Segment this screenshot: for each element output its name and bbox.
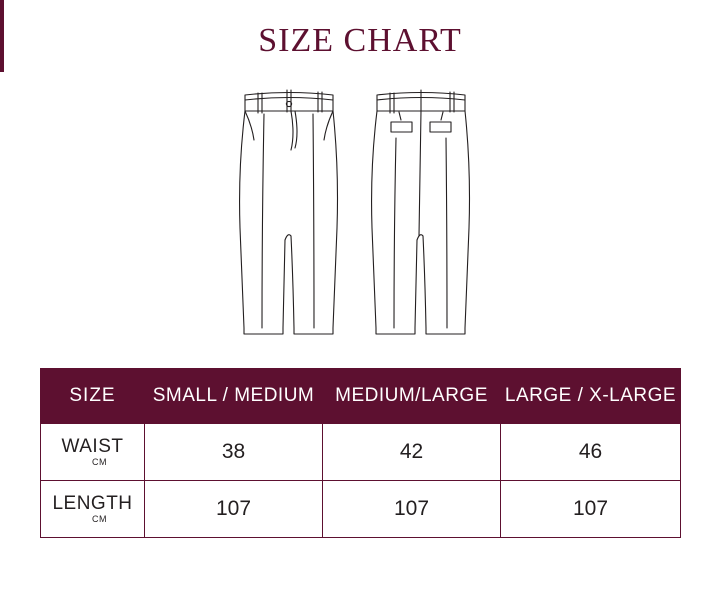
- header-cell-size: SIZE: [41, 369, 145, 424]
- row-label-waist: [41, 424, 145, 481]
- header-cell-small-medium: SMALL / MEDIUM: [145, 369, 323, 424]
- waist-medium-large-value: 42: [323, 424, 501, 481]
- trousers-front-view: [240, 90, 338, 334]
- size-table-container: [40, 368, 680, 538]
- row-label-length: [41, 481, 145, 538]
- header-cell-large-xlarge: LARGE / X-LARGE: [501, 369, 681, 424]
- row-label-length-unit: CM: [92, 514, 107, 525]
- row-label-length-text: LENGTH: [52, 492, 133, 514]
- size-table: [40, 368, 681, 538]
- length-large-xlarge-value: 107: [501, 481, 681, 538]
- length-small-medium-value: 107: [145, 481, 323, 538]
- waist-large-xlarge-value: 46: [501, 424, 681, 481]
- waist-small-medium-value: 38: [145, 424, 323, 481]
- table-header-row: [41, 369, 681, 424]
- table-row: [41, 481, 681, 538]
- trousers-back-view: [372, 90, 470, 334]
- header-cell-medium-large: MEDIUM/LARGE: [323, 369, 501, 424]
- length-medium-large-value: 107: [323, 481, 501, 538]
- row-label-waist-unit: CM: [92, 457, 107, 468]
- row-label-waist-text: WAIST: [61, 435, 124, 457]
- table-row: [41, 424, 681, 481]
- trousers-illustration: [0, 78, 720, 356]
- page-title: SIZE CHART: [258, 22, 462, 59]
